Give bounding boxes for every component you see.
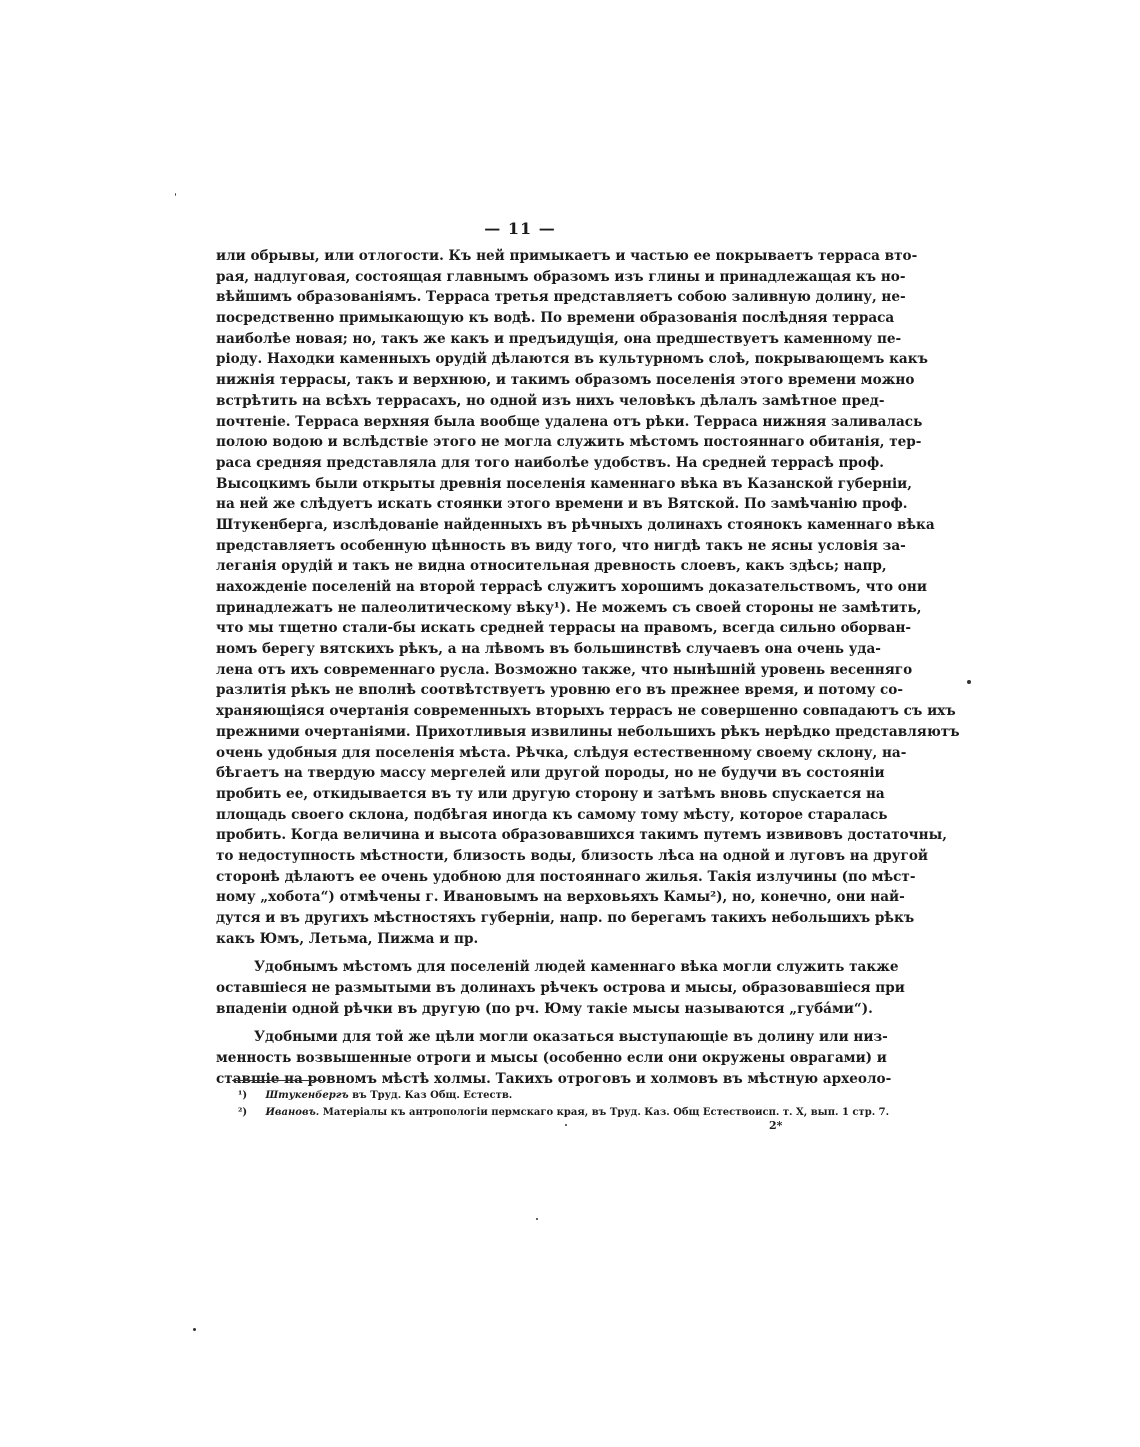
footnote-text: въ Труд. Каз Общ. Естеств.: [352, 1090, 513, 1101]
text-line: что мы тщетно стали-бы искать средней террасы на правомъ, всегда сильно оборван-: [216, 620, 912, 637]
printer-signature: 2*: [769, 1119, 783, 1132]
footnote-text: Матерiалы къ антропологiи пермскаго края, въ Труд. Каз. Общ Естествоисп. т. X, вып. 1 стр. 7.: [322, 1107, 890, 1118]
paragraph-spacer: [216, 1019, 818, 1027]
text-line: Высоцкимъ были открыты древнiя поселенiя каменнаго вѣка въ Казанской губернiи,: [216, 475, 912, 492]
text-line: почтенiе. Терраса верхняя была вообще удалена отъ рѣки. Терраса нижняя заливалась: [216, 413, 923, 430]
text-line: представляетъ особенную цѣнность въ виду того, что нигдѣ такъ не ясны условiя за-: [216, 537, 906, 554]
text-line: Штукенберга, изслѣдованiе найденныхъ въ рѣчныхъ долинахъ стоянокъ каменнаго вѣка: [216, 516, 935, 533]
text-line: принадлежатъ не палеолитическому вѣку¹). Не можемъ съ своей стороны не замѣтить,: [216, 599, 922, 616]
page-number: — 11 —: [484, 219, 556, 238]
paragraph-spacer: [216, 949, 818, 957]
text-line: впаденiи одной рѣчки въ другую (по рч. Юму такiе мысы называются „губáми“).: [216, 1000, 873, 1017]
text-line: рая, надлуговая, состоящая главнымъ образомъ изъ глины и принадлежащая къ но-: [216, 268, 906, 285]
text-line: нахожденiе поселенiй на второй террасѣ служитъ хорошимъ доказательствомъ, что они: [216, 579, 927, 595]
text-line: площадь своего склона, подбѣгая иногда къ самому тому мѣсту, которое старалась: [216, 806, 888, 823]
text-line: лена отъ ихъ современнаго русла. Возможно также, что нынѣшнiй уровень весенняго: [216, 661, 913, 678]
paragraph-2: [216, 957, 905, 1019]
text-line: храняющiяся очертанiя современныхъ вторыхъ террасъ не совершенно совпадаютъ съ ихъ: [216, 703, 956, 720]
text-line: раса средняя представляла для того наиболѣе удобствъ. На средней террасѣ проф.: [216, 454, 884, 471]
text-line: пробить. Когда величина и высота образовавшихся такимъ путемъ извивовъ достаточны,: [216, 827, 947, 844]
text-line: менность возвышенные отроги и мысы (особенно если они окружены оврагами) и: [216, 1050, 887, 1067]
text-line: наиболѣе новая; но, такъ же какъ и предъидущiя, она предшествуетъ каменному пе-: [216, 330, 902, 347]
text-line: ставшiе на ровномъ мѣстѣ холмы. Такихъ отроговъ и холмовъ въ мѣстную археоло-: [216, 1070, 892, 1087]
text-line: оставшiеся не размытыми въ долинахъ рѣчекъ острова и мысы, образовавшiеся при: [216, 980, 905, 997]
body-text: [216, 246, 960, 1090]
footnote-marker: ²): [238, 1107, 248, 1118]
scan-speck: [565, 1124, 567, 1126]
text-line: прежними очертанiями. Прихотливыя извилины небольшихъ рѣкъ нерѣдко представляютъ: [216, 723, 960, 740]
text-line: пробить ее, откидывается въ ту или другую сторону и затѣмъ вновь спускается на: [216, 785, 885, 802]
paragraph-1: [216, 246, 960, 949]
scan-speck: [967, 680, 971, 684]
text-line: полою водою и вслѣдствiе этого не могла служить мѣстомъ постояннаго обитанiя, тер-: [216, 434, 922, 451]
text-line: Удобнымъ мѣстомъ для поселенiй людей каменнаго вѣка могли служить также: [254, 959, 899, 976]
text-line: очень удобныя для поселенiя мѣста. Рѣчка, слѣдуя естественному своему склону, на-: [216, 744, 907, 761]
scan-speck: [175, 193, 176, 196]
text-line: на ней же слѣдуетъ искать стоянки этого времени и въ Вятской. По замѣчанiю проф.: [216, 496, 908, 513]
text-line: то недоступность мѣстности, близость воды, близость лѣса на одной и луговъ на другой: [216, 847, 928, 864]
footnotes: [238, 1087, 890, 1121]
scan-speck: [536, 1218, 538, 1220]
text-line: посредственно примыкающую къ водѣ. По времени образованiя послѣдняя терраса: [216, 310, 895, 327]
footnote-2: [238, 1104, 890, 1121]
text-line: какъ Юмъ, Летьма, Пижма и пр.: [216, 930, 479, 947]
text-line: или обрывы, или отлогости. Къ ней примыкаетъ и частью ее покрываетъ терраса вто-: [216, 248, 918, 264]
footnote-1: [238, 1087, 820, 1104]
text-line: разлитiя рѣкъ не вполнѣ соотвѣтствуетъ уровню его въ прежнее время, и потому со-: [216, 682, 904, 699]
scan-speck: [193, 1328, 196, 1331]
footnote-marker: ¹): [238, 1090, 248, 1101]
text-line: леганiя орудiй и такъ не видна относительная древность слоевъ, какъ здѣсь; напр,: [216, 558, 887, 575]
text-line: дутся и въ другихъ мѣстностяхъ губернiи, напр. по берегамъ такихъ небольшихъ рѣкъ: [216, 910, 915, 926]
footnote-author: Ивановъ.: [265, 1107, 320, 1118]
text-line: ному „хобота“) отмѣчены г. Ивановымъ на верховьяхъ Камы²), но, конечно, они най-: [216, 889, 905, 906]
text-line: бѣгаетъ на твердую массу мергелей или другой породы, но не будучи въ состоянiи: [216, 765, 885, 782]
footnote-author: Штукенбергъ: [265, 1090, 349, 1101]
text-line: рiоду. Находки каменныхъ орудiй дѣлаются въ культурномъ слоѣ, покрывающемъ какъ: [216, 351, 928, 368]
text-line: встрѣтить на всѣхъ террасахъ, но одной изъ нихъ человѣкъ дѣлалъ замѣтное пред-: [216, 392, 885, 409]
text-line: Удобными для той же цѣли могли оказаться выступающiе въ долину или низ-: [254, 1029, 888, 1046]
text-line: сторонѣ дѣлаютъ ее очень удобною для постояннаго жилья. Такiя излучины (по мѣст-: [216, 868, 916, 885]
text-line: нижнiя террасы, такъ и верхнюю, и такимъ образомъ поселенiя этого времени можно: [216, 372, 915, 389]
text-line: вѣйшимъ образованiямъ. Терраса третья представляетъ собою заливную долину, не-: [216, 289, 906, 306]
text-line: номъ берегу вятскихъ рѣкъ, а на лѣвомъ въ большинствѣ случаевъ она очень уда-: [216, 641, 881, 658]
footnote-divider: [232, 1080, 322, 1081]
